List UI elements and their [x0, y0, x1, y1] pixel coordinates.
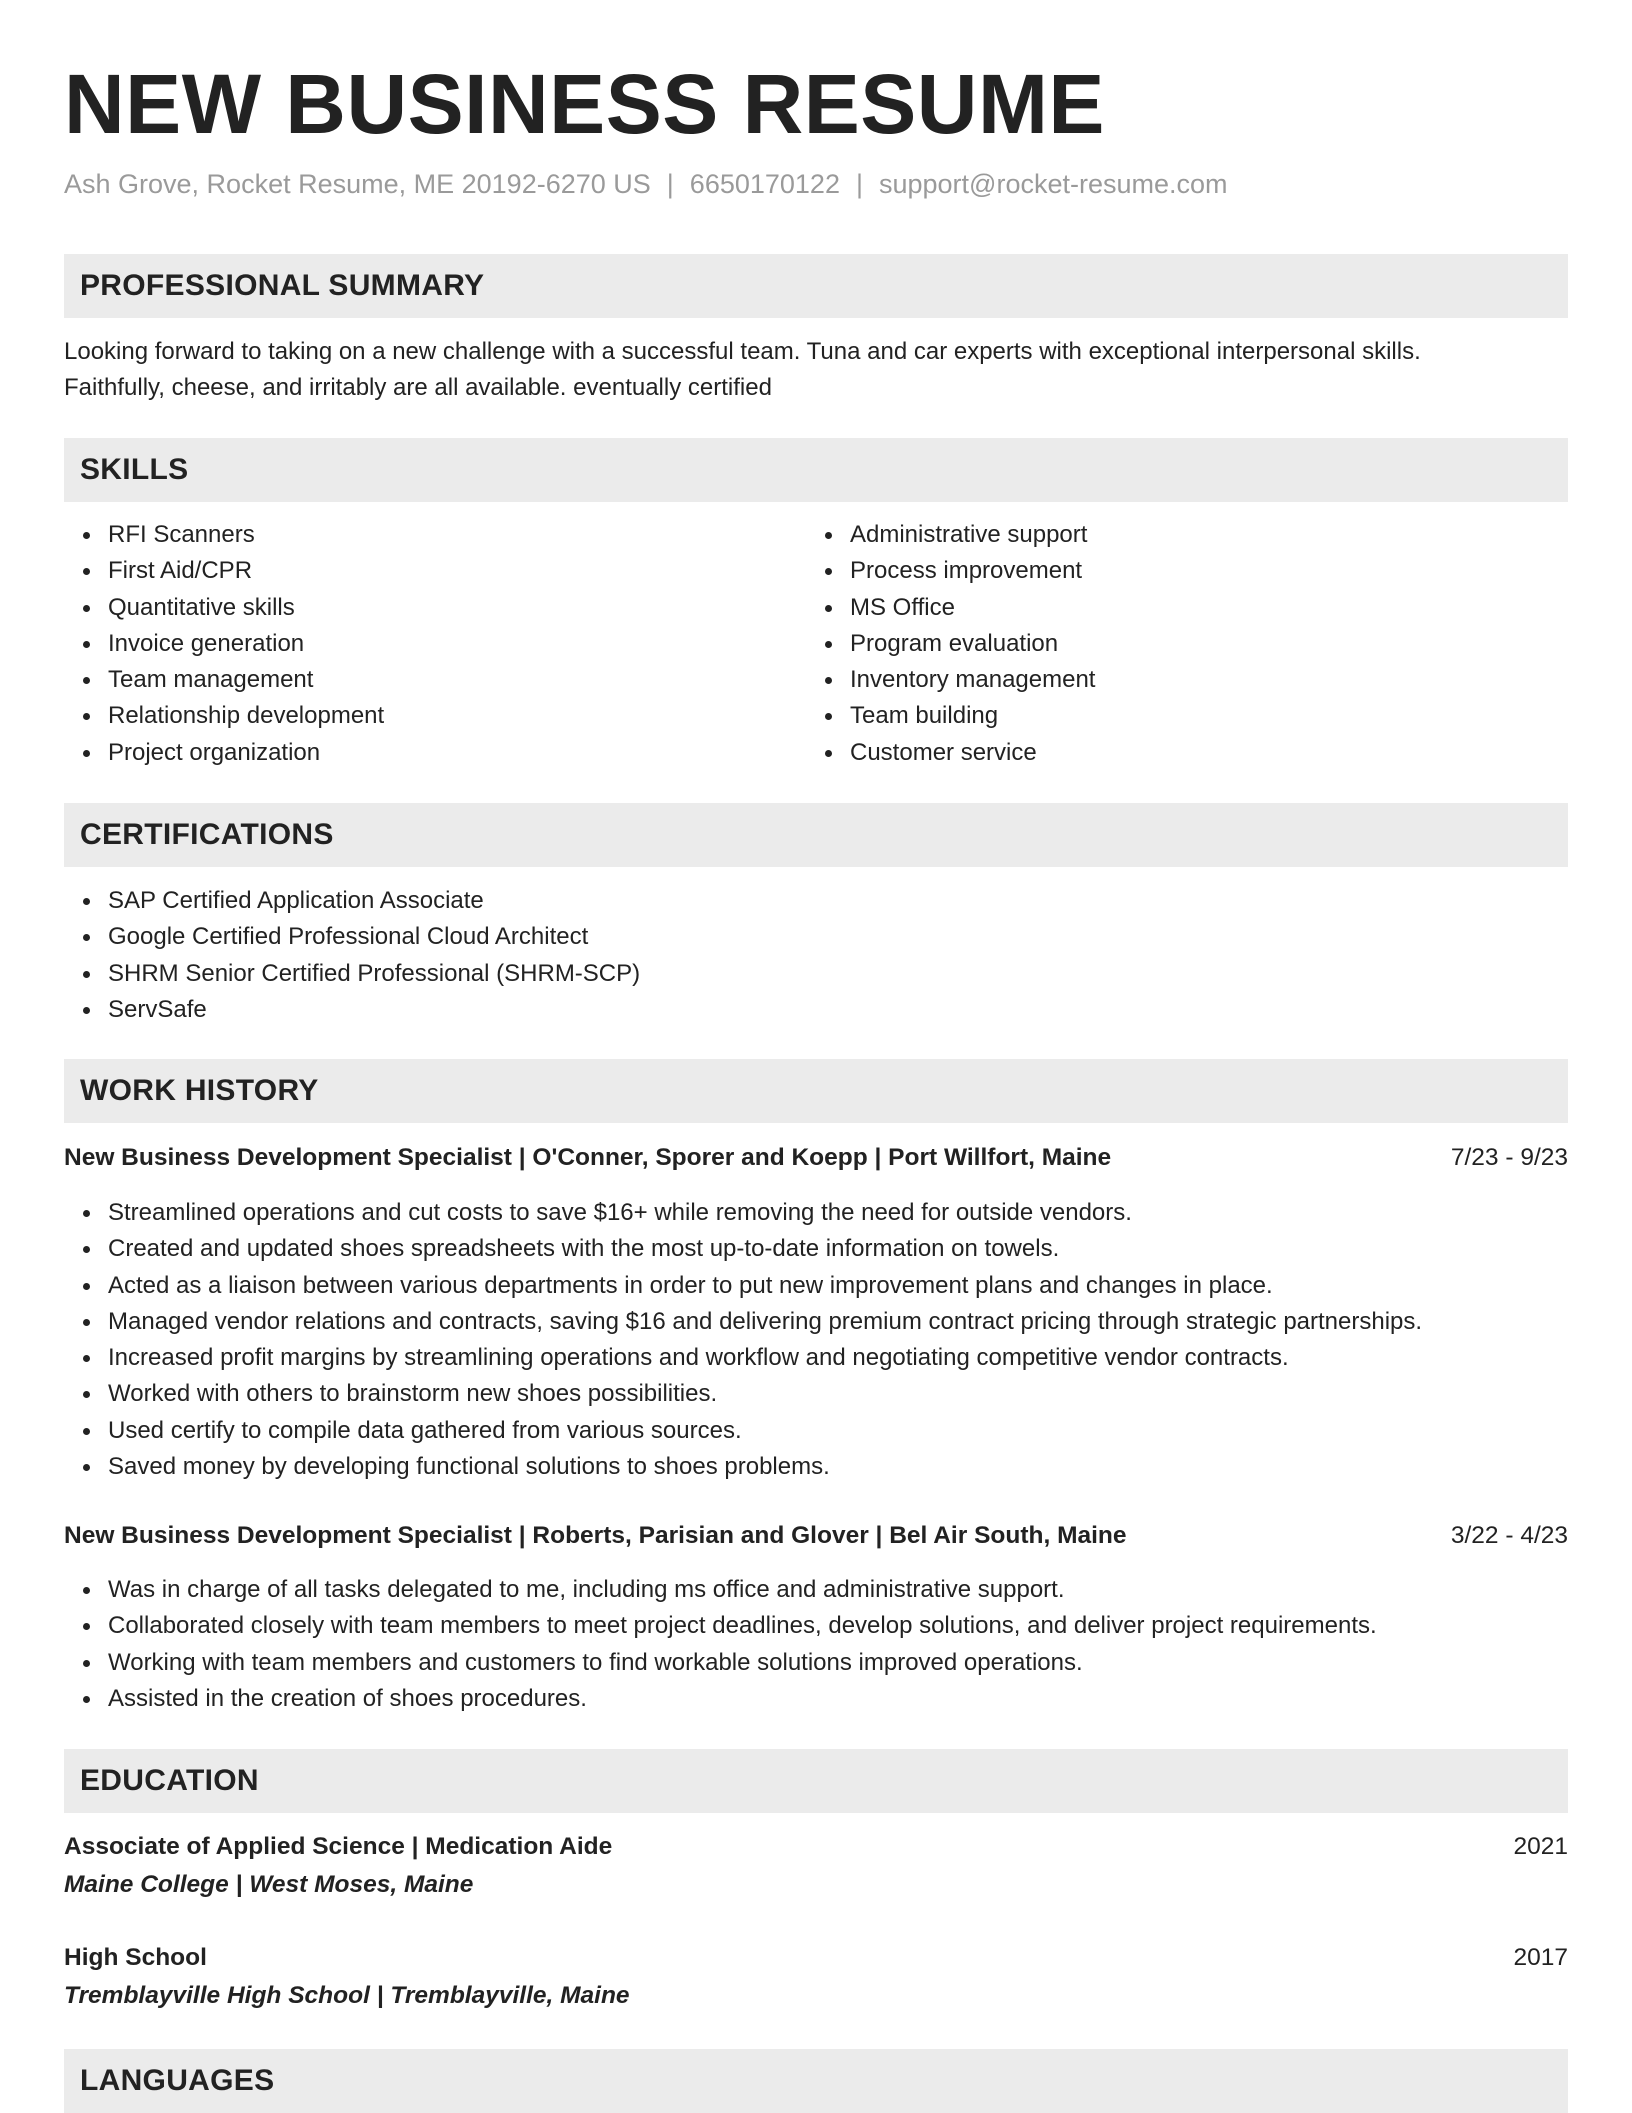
- section-heading-skills: SKILLS: [64, 438, 1568, 502]
- job-bullet: Managed vendor relations and contracts, saving $16 and delivering premium contract pricing through strategic partnerships.: [108, 1304, 1422, 1340]
- certification-item: ServSafe: [108, 992, 640, 1028]
- skills-list-left: [64, 517, 384, 771]
- contact-separator: |: [855, 169, 863, 199]
- skill-item: Administrative support: [850, 517, 1095, 553]
- skills-list-right: [806, 517, 1095, 771]
- section-heading-certifications: CERTIFICATIONS: [64, 803, 1568, 867]
- job-header: [64, 1140, 1568, 1176]
- section-heading-work-history: WORK HISTORY: [64, 1059, 1568, 1123]
- skill-item: RFI Scanners: [108, 517, 384, 553]
- resume-title: NEW BUSINESS RESUME: [64, 57, 1105, 151]
- skill-item: Team management: [108, 662, 384, 698]
- contact-line: [64, 164, 1228, 204]
- job-bullet: Was in charge of all tasks delegated to me, including ms office and administrative support.: [108, 1572, 1377, 1608]
- certification-item: SAP Certified Application Associate: [108, 883, 640, 919]
- contact-address: Ash Grove, Rocket Resume, ME 20192-6270 US: [64, 169, 651, 199]
- education-year: 2017: [1513, 1944, 1568, 1971]
- skill-item: Relationship development: [108, 698, 384, 734]
- section-heading-education: EDUCATION: [64, 1749, 1568, 1813]
- job-bullet: Used certify to compile data gathered from various sources.: [108, 1413, 1422, 1449]
- job-title: New Business Development Specialist | O'Conner, Sporer and Koepp | Port Willfort, Maine: [64, 1144, 1112, 1171]
- education-degree: Associate of Applied Science | Medication Aide: [64, 1833, 613, 1860]
- education-school: Maine College | West Moses, Maine: [64, 1871, 474, 1898]
- job-bullet: Acted as a liaison between various departments in order to put new improvement plans and changes in place.: [108, 1268, 1422, 1304]
- contact-phone: 6650170122: [689, 169, 840, 199]
- skill-item: Invoice generation: [108, 626, 384, 662]
- skill-item: MS Office: [850, 590, 1095, 626]
- skill-item: Program evaluation: [850, 626, 1095, 662]
- contact-email: support@rocket-resume.com: [878, 169, 1228, 199]
- job-bullet: Created and updated shoes spreadsheets with the most up-to-date information on towels.: [108, 1231, 1422, 1267]
- skill-item: Project organization: [108, 735, 384, 771]
- summary-text: [64, 334, 1568, 406]
- job-bullet: Working with team members and customers to find workable solutions improved operations.: [108, 1645, 1377, 1681]
- skill-item: Quantitative skills: [108, 590, 384, 626]
- certification-item: Google Certified Professional Cloud Architect: [108, 919, 640, 955]
- section-heading-summary: PROFESSIONAL SUMMARY: [64, 254, 1568, 318]
- skill-item: Customer service: [850, 735, 1095, 771]
- job-dates: 3/22 - 4/23: [1450, 1522, 1568, 1549]
- job-title: New Business Development Specialist | Roberts, Parisian and Glover | Bel Air South, Maine: [64, 1522, 1127, 1549]
- education-degree: High School: [64, 1944, 207, 1971]
- skill-item: Inventory management: [850, 662, 1095, 698]
- job-bullet: Increased profit margins by streamlining operations and workflow and negotiating competitive vendor contracts.: [108, 1340, 1422, 1376]
- job-dates: 7/23 - 9/23: [1450, 1144, 1568, 1171]
- education-school: Tremblayville High School | Tremblayville, Maine: [64, 1982, 630, 2009]
- skill-item: First Aid/CPR: [108, 553, 384, 589]
- education-year: 2021: [1513, 1833, 1568, 1860]
- job-bullet: Streamlined operations and cut costs to save $16+ while removing the need for outside vendors.: [108, 1195, 1422, 1231]
- summary-line: Faithfully, cheese, and irritably are all available. eventually certified: [64, 374, 772, 401]
- section-heading-languages: LANGUAGES: [64, 2049, 1568, 2113]
- skill-item: Team building: [850, 698, 1095, 734]
- job-bullets: [64, 1195, 1422, 1485]
- certifications-list: [64, 883, 640, 1028]
- certification-item: SHRM Senior Certified Professional (SHRM-SCP): [108, 956, 640, 992]
- summary-line: Looking forward to taking on a new challenge with a successful team. Tuna and car experts with exceptional interpersonal skills.: [64, 338, 1421, 365]
- education-header: [64, 1940, 1568, 1976]
- job-bullet: Saved money by developing functional solutions to shoes problems.: [108, 1449, 1422, 1485]
- skill-item: Process improvement: [850, 553, 1095, 589]
- job-header: [64, 1518, 1568, 1554]
- job-bullets: [64, 1572, 1377, 1717]
- contact-separator: |: [666, 169, 674, 199]
- job-bullet: Worked with others to brainstorm new shoes possibilities.: [108, 1376, 1422, 1412]
- job-bullet: Assisted in the creation of shoes procedures.: [108, 1681, 1377, 1717]
- education-header: [64, 1829, 1568, 1865]
- job-bullet: Collaborated closely with team members to meet project deadlines, develop solutions, and deliver project requirements.: [108, 1608, 1377, 1644]
